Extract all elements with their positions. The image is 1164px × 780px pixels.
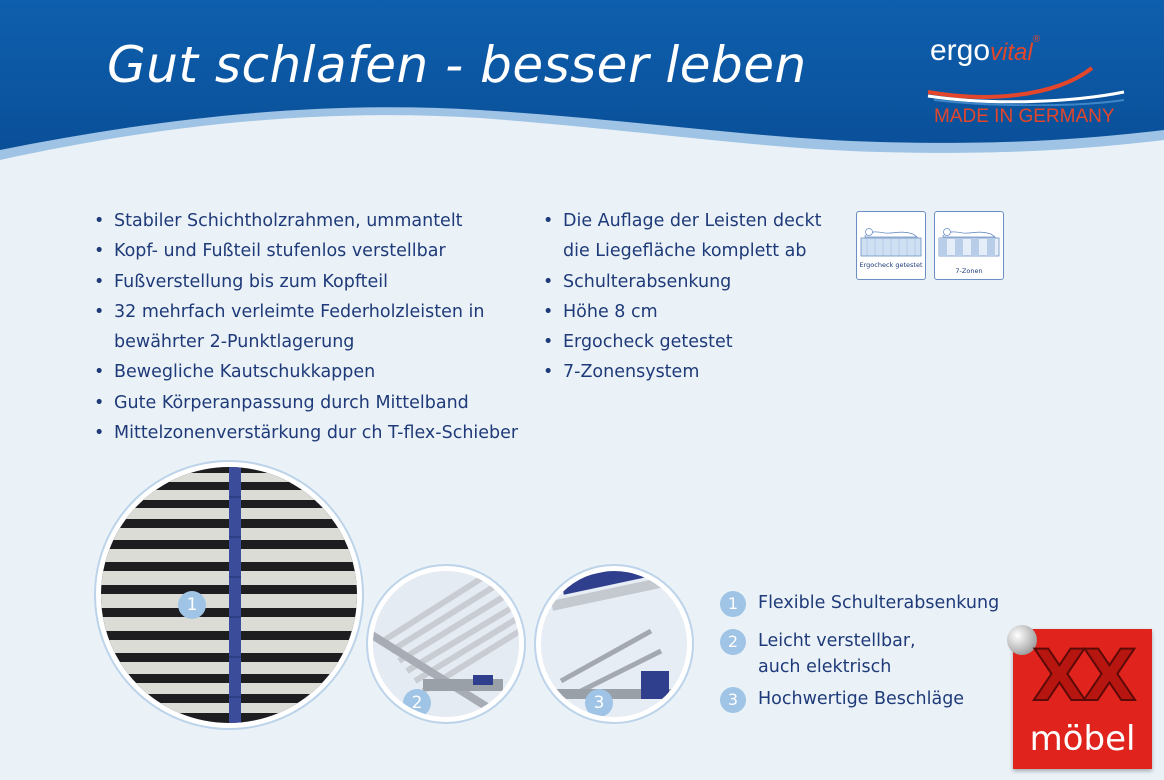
legend-text: auch elektrisch [758,657,892,677]
legend-text: Hochwertige Beschläge [758,689,965,709]
list-item: • Schulterabsenkung [543,267,822,297]
list-item: • 32 mehrfach verleimte Federholzleisten in [94,297,518,327]
photo-number: 1 [178,591,206,619]
badge-label: 7-Zonen [955,267,983,275]
photo-number: 3 [585,689,613,717]
list-item: • Mittelzonenverstärkung dur ch T-flex-Schieber [94,418,518,448]
list-item-continuation: die Liegefläche komplett ab [563,241,807,262]
fittings-illustration [541,571,687,717]
photo-number: 2 [403,689,431,717]
store-logo [1013,629,1152,769]
list-item: • 7-Zonensystem [543,357,822,387]
seven-zones-badge [934,211,1004,280]
registered-mark: ® [1032,34,1041,45]
brand-logo [924,32,1134,132]
legend-number: 2 [720,629,746,655]
list-item: • Fußverstellung bis zum Kopfteil [94,267,518,297]
list-item: • Kopf- und Fußteil stufenlos verstellbar [94,236,518,266]
list-item: • Gute Körperanpassung durch Mittelband [94,388,518,418]
store-name: möbel [1029,719,1136,759]
brand-swoosh-icon [924,62,1134,106]
feature-list-left [94,206,518,448]
ergocheck-badge [856,211,926,280]
store-mark: XX [1032,635,1133,717]
list-item: • Die Auflage der Leisten deckt [543,206,822,236]
feature-list-right [543,206,822,388]
photo-fittings [536,566,692,722]
page-title: Gut schlafen - besser leben [107,36,807,94]
adjustable-head-illustration [373,571,519,717]
list-item: • Ergocheck getestet [543,327,822,357]
legend-number: 1 [720,591,746,617]
brand-tagline: MADE IN GERMANY [934,106,1115,127]
brand-name-part2: vital [990,39,1033,66]
slats-illustration [101,467,357,723]
list-item: • Stabiler Schichtholzrahmen, ummantelt [94,206,518,236]
badge-label: Ergocheck getestet [859,261,923,269]
brand-name-part1: ergo [930,34,991,67]
list-item: • Höhe 8 cm [543,297,822,327]
legend-text: Leicht verstellbar, [758,631,916,651]
photo-slats [96,462,362,728]
photo-adjustable-head [368,566,524,722]
legend-number: 3 [720,687,746,713]
list-item-continuation: bewährter 2-Punktlagerung [114,332,355,353]
list-item: • Bewegliche Kautschukkappen [94,357,518,387]
legend-text: Flexible Schulterabsenkung [758,593,1000,613]
